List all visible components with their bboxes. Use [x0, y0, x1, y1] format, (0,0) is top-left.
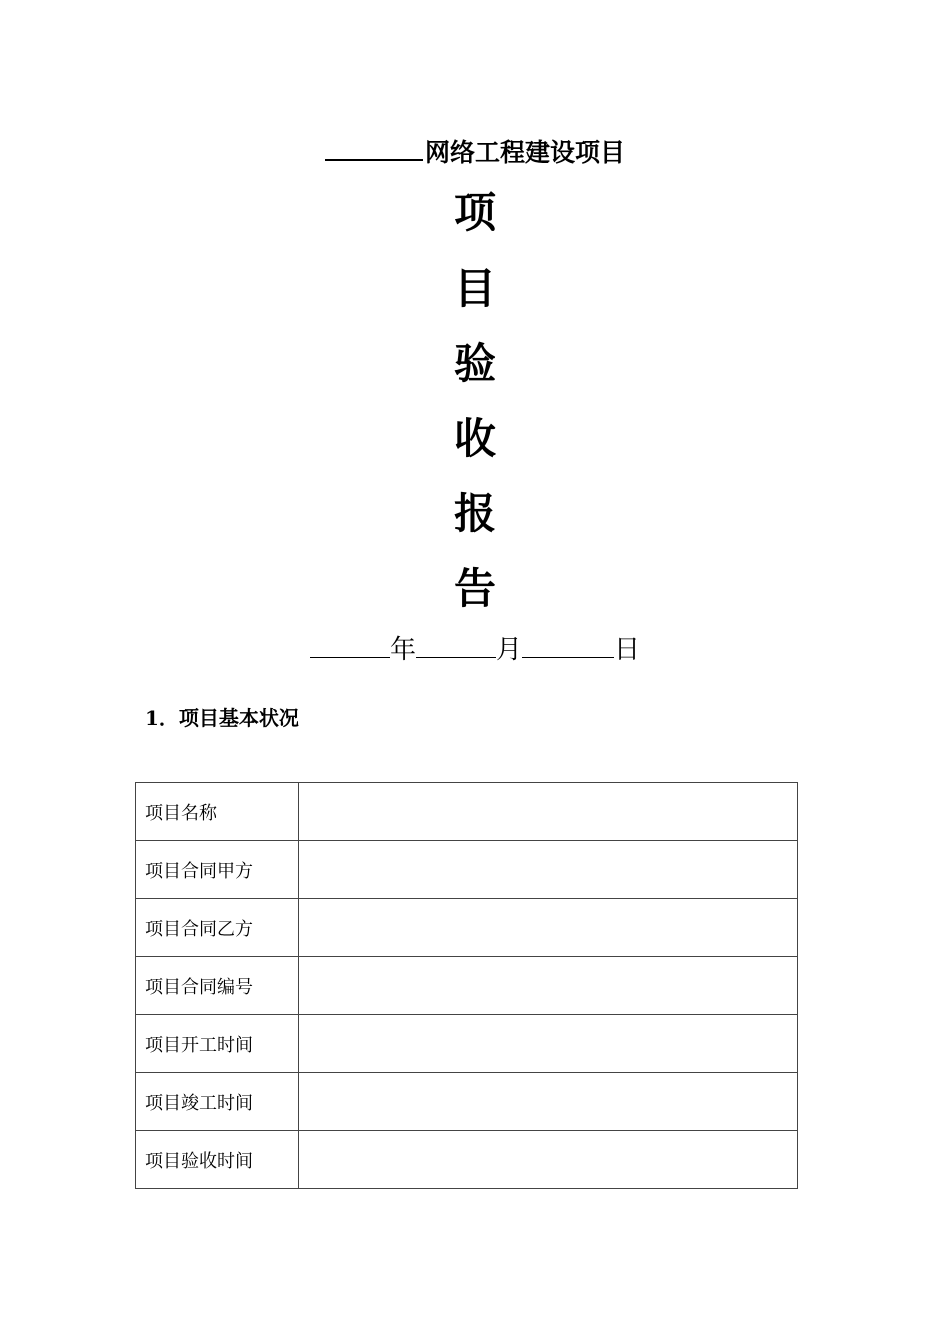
row-value-field[interactable] [299, 1015, 798, 1073]
table-row [136, 841, 798, 899]
row-label: 项目合同甲方 [136, 841, 299, 899]
section-heading: 1．项目基本状况 [145, 706, 299, 730]
row-label: 项目验收时间 [136, 1131, 299, 1189]
row-value-field[interactable] [299, 957, 798, 1015]
year-blank[interactable] [310, 629, 390, 658]
project-info-table [135, 782, 798, 1189]
date-line [0, 629, 950, 670]
day-blank[interactable] [522, 629, 614, 658]
table-row [136, 783, 798, 841]
table-row [136, 1131, 798, 1189]
title-char-1: 项 [453, 188, 496, 237]
title-char-6: 告 [453, 564, 496, 613]
title-char-4: 收 [453, 414, 496, 463]
month-blank[interactable] [416, 629, 496, 658]
table-row [136, 1073, 798, 1131]
row-label: 项目合同乙方 [136, 899, 299, 957]
row-value-field[interactable] [299, 1131, 798, 1189]
row-value-field[interactable] [299, 1073, 798, 1131]
table-row [136, 1015, 798, 1073]
day-label: 日 [614, 635, 641, 665]
month-label: 月 [495, 635, 522, 665]
row-label: 项目合同编号 [136, 957, 299, 1015]
row-label: 项目开工时间 [136, 1015, 299, 1073]
title-char-5: 报 [453, 489, 496, 538]
row-value-field[interactable] [299, 841, 798, 899]
row-value-field[interactable] [299, 899, 798, 957]
subtitle-text: 网络工程建设项目 [424, 138, 625, 167]
title-char-3: 验 [453, 339, 496, 388]
row-label: 项目竣工时间 [136, 1073, 299, 1131]
table-row [136, 957, 798, 1015]
project-subtitle [0, 133, 950, 171]
row-value-field[interactable] [299, 783, 798, 841]
table-row [136, 899, 798, 957]
title-char-2: 目 [453, 264, 496, 313]
year-label: 年 [389, 635, 416, 665]
project-name-blank[interactable] [325, 133, 423, 161]
row-label: 项目名称 [136, 783, 299, 841]
